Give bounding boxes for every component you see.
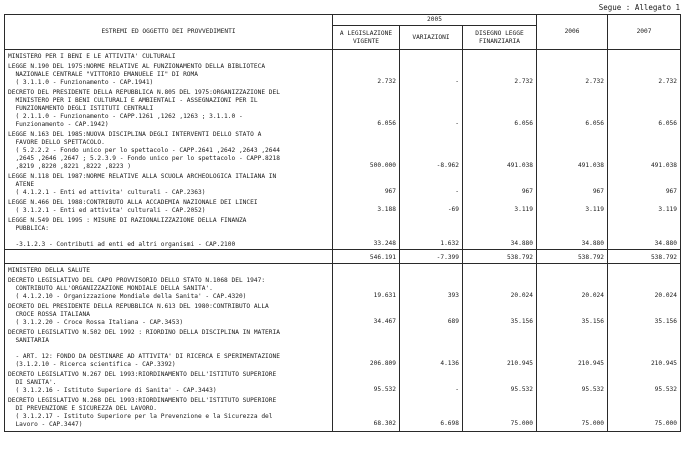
description-line: ( 3.1.2.16 - Istituto Superiore di Sanita' - CAP.3443) (8, 387, 217, 394)
header-variazioni: VARIAZIONI (400, 26, 463, 50)
provvedimento-description (5, 171, 333, 197)
section-row (5, 50, 681, 62)
value-disegno-legge: 75.000 (463, 395, 537, 429)
table-row (5, 369, 681, 395)
value-2006: 75.000 (537, 395, 608, 429)
value-2006: 538.792 (537, 250, 608, 264)
table-row (5, 171, 681, 197)
section-title (5, 264, 333, 276)
page-header-label: Segue : Allegato 1 (598, 3, 680, 12)
value-2007 (608, 50, 681, 62)
provvedimento-description (5, 301, 333, 327)
provvedimento-description (5, 61, 333, 87)
description-line: LEGGE N.118 DEL 1987:NORME RELATIVE ALLA SCUOLA ARCHEOLOGICA ITALIANA IN (8, 173, 277, 180)
description-line: FAVORE DELLO SPETTACOLO. (8, 139, 105, 146)
description-line: CONTRIBUTO ALL'ORGANIZZAZIONE MONDIALE DELLA SANITA'. (8, 285, 213, 292)
value-disegno-legge: 20.024 (463, 275, 537, 301)
value-legislazione-vigente: 19.631 (333, 275, 400, 301)
value-2007: 3.119 (608, 197, 681, 215)
value-2006: 35.156 (537, 301, 608, 327)
description-line: MINISTERO PER I BENI E LE ATTIVITA' CULTURALI (8, 53, 176, 60)
provvedimento-description (5, 250, 333, 264)
value-legislazione-vigente: 546.191 (333, 250, 400, 264)
description-line: FUNZIONAMENTO DEGLI ISTITUTI CENTRALI (8, 105, 154, 112)
description-line: Funzionamento - CAP.1942) (8, 121, 109, 128)
description-line: ,2645 ,2646 ,2647 ; 5.2.3.9 - Fondo unico per lo spettacolo - CAPP.8218 (8, 155, 280, 162)
description-line: DECRETO LEGISLATIVO DEL CAPO PROVVISORIO DELLO STATO N.1068 DEL 1947: (8, 277, 266, 284)
description-line: ( 4.1.2.10 - Organizzazione Mondiale della Sanita' - CAP.4320) (8, 293, 247, 300)
table-row (5, 327, 681, 369)
description-line: LEGGE N.163 DEL 1985:NUOVA DISCIPLINA DEGLI INTERVENTI DELLO STATO A (8, 131, 262, 138)
table-row (5, 215, 681, 250)
value-legislazione-vigente: 967 (333, 171, 400, 197)
header-disegno-legge: DISEGNO LEGGE FINANZIARIA (463, 26, 537, 50)
value-disegno-legge: 95.532 (463, 369, 537, 395)
description-line: LEGGE N.549 DEL 1995 : MISURE DI RAZIONALIZZAZIONE DELLA FINANZA (8, 217, 247, 224)
value-2006: 20.024 (537, 275, 608, 301)
header-2007: 2007 (608, 15, 681, 50)
description-line: NAZIONALE CENTRALE "VITTORIO EMANUELE II" DI ROMA (8, 71, 198, 78)
value-2007: 210.945 (608, 327, 681, 369)
value-2006: 967 (537, 171, 608, 197)
value-2007: 75.000 (608, 395, 681, 429)
description-line: LEGGE N.466 DEL 1988:CONTRIBUTO ALLA ACCADEMIA NAZIONALE DEI LINCEI (8, 199, 258, 206)
provvedimenti-table (4, 14, 681, 432)
value-legislazione-vigente (333, 50, 400, 62)
value-disegno-legge (463, 264, 537, 276)
provvedimento-description (5, 87, 333, 129)
value-2007: 491.038 (608, 129, 681, 171)
description-line: ( 2.1.1.0 - Funzionamento - CAPP.1261 ,1262 ,1263 ; 3.1.1.0 - (8, 113, 243, 120)
description-line: DECRETO LEGISLATIVO N.267 DEL 1993:RIORDINAMENTO DELL'ISTITUTO SUPERIORE (8, 371, 277, 378)
description-line: ( 3.1.2.20 - Croce Rossa Italiana - CAP.3453) (8, 319, 184, 326)
value-disegno-legge: 2.732 (463, 61, 537, 87)
section-title (5, 50, 333, 62)
value-legislazione-vigente: 206.809 (333, 327, 400, 369)
header-2006: 2006 (537, 15, 608, 50)
value-2007: 34.880 (608, 215, 681, 250)
header-description: ESTREMI ED OGGETTO DEI PROVVEDIMENTI (5, 15, 333, 50)
description-line: DI SANITA'. (8, 379, 57, 386)
value-2006: 95.532 (537, 369, 608, 395)
description-line: ( 3.1.2.17 - Istituto Superiore per la Prevenzione e la Sicurezza del (8, 413, 273, 420)
description-line: Lavoro - CAP.3447) (8, 421, 83, 428)
value-legislazione-vigente: 33.248 (333, 215, 400, 250)
description-line: ( 4.1.2.1 - Enti ed attivita' culturali - CAP.2363) (8, 189, 206, 196)
description-line: - ART. 12: FONDO DA DESTINARE AD ATTIVITA' DI RICERCA E SPERIMENTAZIONE (8, 353, 280, 360)
value-variazioni: 1.632 (400, 215, 463, 250)
value-legislazione-vigente: 68.302 (333, 395, 400, 429)
table-header (5, 15, 681, 50)
description-line: DECRETO LEGISLATIVO N.268 DEL 1993:RIORDINAMENTO DELL'ISTITUTO SUPERIORE (8, 397, 277, 404)
table-row (5, 301, 681, 327)
value-2007: 538.792 (608, 250, 681, 264)
description-line: ( 3.1.2.1 - Enti ed attivita' culturali - CAP.2052) (8, 207, 206, 214)
value-variazioni: 689 (400, 301, 463, 327)
value-legislazione-vigente: 3.188 (333, 197, 400, 215)
value-2006: 210.945 (537, 327, 608, 369)
value-2007: 967 (608, 171, 681, 197)
header-year-group: 2005 (333, 15, 537, 26)
value-variazioni: -7.399 (400, 250, 463, 264)
value-legislazione-vigente (333, 264, 400, 276)
value-disegno-legge: 34.880 (463, 215, 537, 250)
value-disegno-legge: 491.038 (463, 129, 537, 171)
value-2006 (537, 50, 608, 62)
description-line (8, 233, 329, 241)
value-legislazione-vigente: 6.056 (333, 87, 400, 129)
value-2006: 3.119 (537, 197, 608, 215)
description-line (8, 253, 329, 261)
value-legislazione-vigente: 500.000 (333, 129, 400, 171)
value-2007 (608, 264, 681, 276)
value-2006: 491.038 (537, 129, 608, 171)
table-row (5, 197, 681, 215)
header-legislazione-vigente: A LEGISLAZIONE VIGENTE (333, 26, 400, 50)
description-line: PUBBLICA: (8, 225, 49, 232)
description-line: DECRETO LEGISLATIVO N.502 DEL 1992 : RIORDINO DELLA DISCIPLINA IN MATERIA (8, 329, 280, 336)
value-disegno-legge (463, 50, 537, 62)
value-disegno-legge: 6.056 (463, 87, 537, 129)
value-2007: 2.732 (608, 61, 681, 87)
provvedimento-description (5, 327, 333, 369)
totals-row (5, 250, 681, 264)
description-line: (3.1.2.10 - Ricerca scientifica - CAP.3392) (8, 361, 176, 368)
value-variazioni: - (400, 369, 463, 395)
provvedimento-description (5, 197, 333, 215)
value-variazioni (400, 50, 463, 62)
description-line: LEGGE N.190 DEL 1975:NORME RELATIVE AL FUNZIONAMENTO DELLA BIBLIOTECA (8, 63, 266, 70)
provvedimento-description (5, 395, 333, 429)
table-row (5, 275, 681, 301)
description-line: ,8219 ,8220 ,8221 ,8222 ,8223 ) (8, 163, 131, 170)
value-2006: 6.056 (537, 87, 608, 129)
value-disegno-legge: 3.119 (463, 197, 537, 215)
value-2007: 95.532 (608, 369, 681, 395)
provvedimento-description (5, 275, 333, 301)
value-disegno-legge: 35.156 (463, 301, 537, 327)
description-line (8, 345, 329, 353)
description-line: MINISTERO PER I BENI CULTURALI E AMBIENTALI - ASSEGNAZIONI PER IL (8, 97, 258, 104)
description-line: ( 3.1.1.0 - Funzionamento - CAP.1941) (8, 79, 154, 86)
value-legislazione-vigente: 34.467 (333, 301, 400, 327)
value-variazioni: 393 (400, 275, 463, 301)
value-variazioni: - (400, 87, 463, 129)
description-line: CROCE ROSSA ITALIANA (8, 311, 90, 318)
description-line: MINISTERO DELLA SALUTE (8, 267, 90, 274)
value-variazioni: -69 (400, 197, 463, 215)
table-row (5, 61, 681, 87)
description-line: ATENE (8, 181, 35, 188)
table-row (5, 129, 681, 171)
value-variazioni: 6.698 (400, 395, 463, 429)
description-line: SANITARIA (8, 337, 49, 344)
value-variazioni: 4.136 (400, 327, 463, 369)
description-line: DECRETO DEL PRESIDENTE DELLA REPUBBLICA N.805 DEL 1975:ORGANIZZAZIONE DEL (8, 89, 280, 96)
value-2006: 2.732 (537, 61, 608, 87)
value-variazioni: - (400, 171, 463, 197)
table-bottom-rule (5, 429, 681, 432)
provvedimento-description (5, 215, 333, 250)
value-variazioni: -8.962 (400, 129, 463, 171)
value-2007: 35.156 (608, 301, 681, 327)
value-variazioni (400, 264, 463, 276)
description-line: DECRETO DEL PRESIDENTE DELLA REPUBBLICA N.613 DEL 1980:CONTRIBUTO ALLA (8, 303, 269, 310)
table-row (5, 395, 681, 429)
provvedimento-description (5, 369, 333, 395)
section-row (5, 264, 681, 276)
provvedimento-description (5, 129, 333, 171)
description-line: ( 5.2.2.2 - Fondo unico per lo spettacolo - CAPP.2641 ,2642 ,2643 ,2644 (8, 147, 280, 154)
value-variazioni: - (400, 61, 463, 87)
table-body (5, 50, 681, 432)
value-2006: 34.880 (537, 215, 608, 250)
value-disegno-legge: 967 (463, 171, 537, 197)
value-2007: 6.056 (608, 87, 681, 129)
description-line: DI PREVENZIONE E SICUREZZA DEL LAVORO. (8, 405, 158, 412)
table-row (5, 87, 681, 129)
value-legislazione-vigente: 95.532 (333, 369, 400, 395)
value-disegno-legge: 210.945 (463, 327, 537, 369)
description-line: -3.1.2.3 - Contributi ad enti ed altri organismi - CAP.2100 (8, 241, 236, 248)
value-2007: 20.024 (608, 275, 681, 301)
value-legislazione-vigente: 2.732 (333, 61, 400, 87)
value-2006 (537, 264, 608, 276)
value-disegno-legge: 538.792 (463, 250, 537, 264)
